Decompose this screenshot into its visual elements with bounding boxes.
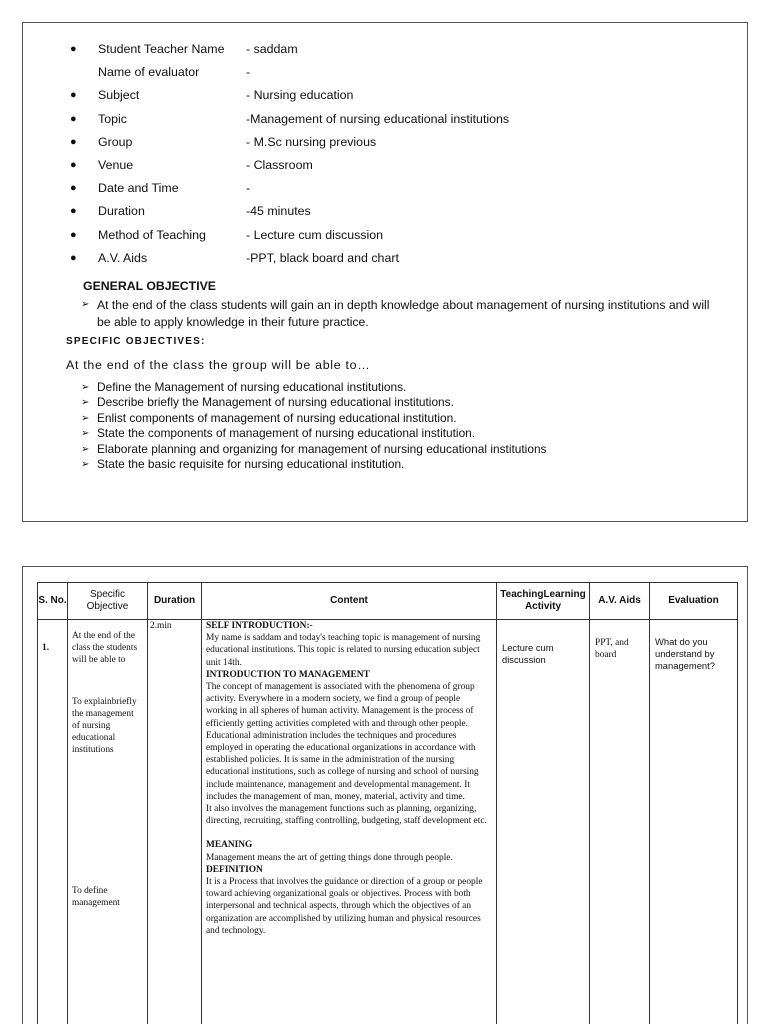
bullet-icon: ● bbox=[70, 251, 77, 264]
table-header-row bbox=[38, 583, 738, 620]
info-value: - M.Sc nursing previous bbox=[246, 134, 377, 149]
table-row bbox=[38, 620, 738, 1024]
cell-objective bbox=[68, 620, 148, 1024]
list-item-text: State the basic requisite for nursing educational institution. bbox=[97, 457, 405, 472]
general-objective-heading: GENERAL OBJECTIVE bbox=[83, 279, 217, 293]
header-duration: Duration bbox=[148, 583, 202, 620]
header-teaching-learning-activity: TeachingLearning Activity bbox=[497, 583, 590, 620]
arrow-bullet-icon: ➢ bbox=[81, 443, 90, 455]
info-value: - bbox=[246, 65, 251, 80]
lesson-plan-box bbox=[22, 566, 748, 1024]
specific-objectives-list bbox=[81, 380, 721, 472]
intro-text-functions: It also involves the management functions such as planning, organizing, directing, recruiting, staffing controlling, budgeting, staff development etc. bbox=[206, 804, 487, 827]
info-label: Subject bbox=[98, 88, 140, 103]
specific-objectives-intro: At the end of the class the group will be able to… bbox=[66, 358, 371, 372]
info-value: -PPT, black board and chart bbox=[246, 250, 399, 265]
bullet-icon: ● bbox=[70, 228, 77, 241]
arrow-bullet-icon: ➢ bbox=[81, 397, 90, 409]
meaning-heading: MEANING bbox=[206, 840, 253, 851]
info-value: - bbox=[246, 181, 251, 196]
bullet-icon: ● bbox=[70, 182, 77, 195]
cell-duration: 2.min bbox=[148, 620, 202, 1024]
list-item-text: Define the Management of nursing educational institutions. bbox=[97, 380, 407, 394]
arrow-bullet-icon: ➢ bbox=[81, 459, 90, 471]
list-item bbox=[81, 457, 721, 472]
header-sno: S. No. bbox=[38, 583, 68, 620]
info-label: Venue bbox=[98, 157, 134, 172]
intro-text: The concept of management is associated with the phenomena of group activity. Everywhere in a modern society, we find a group of people working in all spheres of human activity. Management is the process of efficiently getting activities completed with and through other people. Educational administration includes the techniques and procedures employed in operating the educational organizations in accordance with established policies. It is same in the administration of the nursing educational institutions, such as college of nursing and school of nursing include maintenance, management and developmental management. It includes the management of man, money, material, activity and time. bbox=[206, 682, 479, 802]
general-objective-item bbox=[81, 297, 721, 330]
info-value: - saddam bbox=[246, 42, 298, 56]
arrow-bullet-icon: ➢ bbox=[81, 412, 90, 424]
info-label: Group bbox=[98, 134, 133, 149]
list-item bbox=[81, 395, 721, 410]
arrow-bullet-icon: ➢ bbox=[81, 428, 90, 440]
bullet-icon: ● bbox=[70, 43, 77, 55]
cell-teaching-learning-activity: Lecture cum discussion bbox=[497, 620, 590, 1024]
header-av-aids: A.V. Aids bbox=[590, 583, 650, 620]
info-label: A.V. Aids bbox=[98, 250, 148, 265]
definition-heading: DEFINITION bbox=[206, 864, 263, 875]
header-content: Content bbox=[202, 583, 497, 620]
definition-text: It is a Process that involves the guidance or direction of a group or people toward achieving organizational goals or objectives. Process with both interpersonal and technical aspects, through which the objectives of an organization are accomplished by utilizing human and physical resources and technology. bbox=[206, 877, 483, 936]
lesson-info-box bbox=[22, 22, 748, 522]
bullet-icon: ● bbox=[70, 135, 77, 148]
self-intro-text: My name is saddam and today's teaching topic is management of nursing educational institutions. This topic is related to nursing education subject unit 14th. bbox=[206, 633, 481, 668]
info-label: Student Teacher Name bbox=[98, 42, 225, 56]
bullet-icon: ● bbox=[70, 89, 77, 102]
meaning-text: Management means the art of getting things done through people. bbox=[206, 852, 453, 863]
list-item-text: Describe briefly the Management of nursing educational institutions. bbox=[97, 395, 454, 410]
info-value: -45 minutes bbox=[246, 204, 311, 219]
header-evaluation: Evaluation bbox=[650, 583, 738, 620]
general-objective bbox=[81, 297, 721, 330]
list-item bbox=[81, 442, 721, 457]
bullet-icon: ● bbox=[70, 112, 77, 125]
header-objective: Specific Objective bbox=[68, 583, 148, 620]
info-label: Date and Time bbox=[98, 181, 179, 196]
list-item-text: State the components of management of nursing educational institution. bbox=[97, 426, 476, 441]
cell-evaluation: What do you understand by management? bbox=[650, 620, 738, 1024]
arrow-bullet-icon: ➢ bbox=[81, 299, 90, 310]
info-label: Method of Teaching bbox=[98, 227, 206, 242]
arrow-bullet-icon: ➢ bbox=[81, 382, 90, 393]
objective-intro: At the end of the class the students will be able to bbox=[72, 631, 138, 666]
cell-av-aids: PPT, and board bbox=[590, 620, 650, 1024]
list-item bbox=[81, 380, 721, 395]
list-item bbox=[81, 411, 721, 426]
info-value: - Nursing education bbox=[246, 88, 354, 103]
bullet-icon: ● bbox=[70, 158, 77, 171]
spacer bbox=[206, 827, 492, 839]
bullet-icon: ● bbox=[70, 205, 77, 218]
self-intro-heading: SELF INTRODUCTION:- bbox=[206, 621, 313, 631]
info-label: Name of evaluator bbox=[98, 65, 200, 80]
objective-explain: To explainbriefly the management of nursing educational institutions bbox=[72, 696, 137, 756]
info-value: -Management of nursing educational institutions bbox=[246, 111, 510, 126]
info-value: - Lecture cum discussion bbox=[246, 227, 384, 242]
cell-content bbox=[202, 620, 497, 1024]
list-item-text: Elaborate planning and organizing for management of nursing educational institutions bbox=[97, 441, 547, 456]
intro-heading: INTRODUCTION TO MANAGEMENT bbox=[206, 669, 370, 680]
info-value: - Classroom bbox=[246, 157, 313, 172]
list-item-text: Enlist components of management of nursing educational institution. bbox=[97, 410, 457, 425]
info-label: Duration bbox=[98, 204, 145, 219]
cell-sno: 1. bbox=[38, 620, 68, 1024]
info-label: Topic bbox=[98, 111, 127, 126]
lesson-plan-table bbox=[37, 582, 738, 1024]
list-item bbox=[81, 426, 721, 441]
objective-define: To define management bbox=[72, 885, 120, 908]
specific-objectives-heading: SPECIFIC OBJECTIVES: bbox=[66, 336, 206, 347]
general-objective-text: At the end of the class students will gain an in depth knowledge about management of nursing institutions and will be able to apply knowledge in their future practice. bbox=[97, 298, 710, 329]
